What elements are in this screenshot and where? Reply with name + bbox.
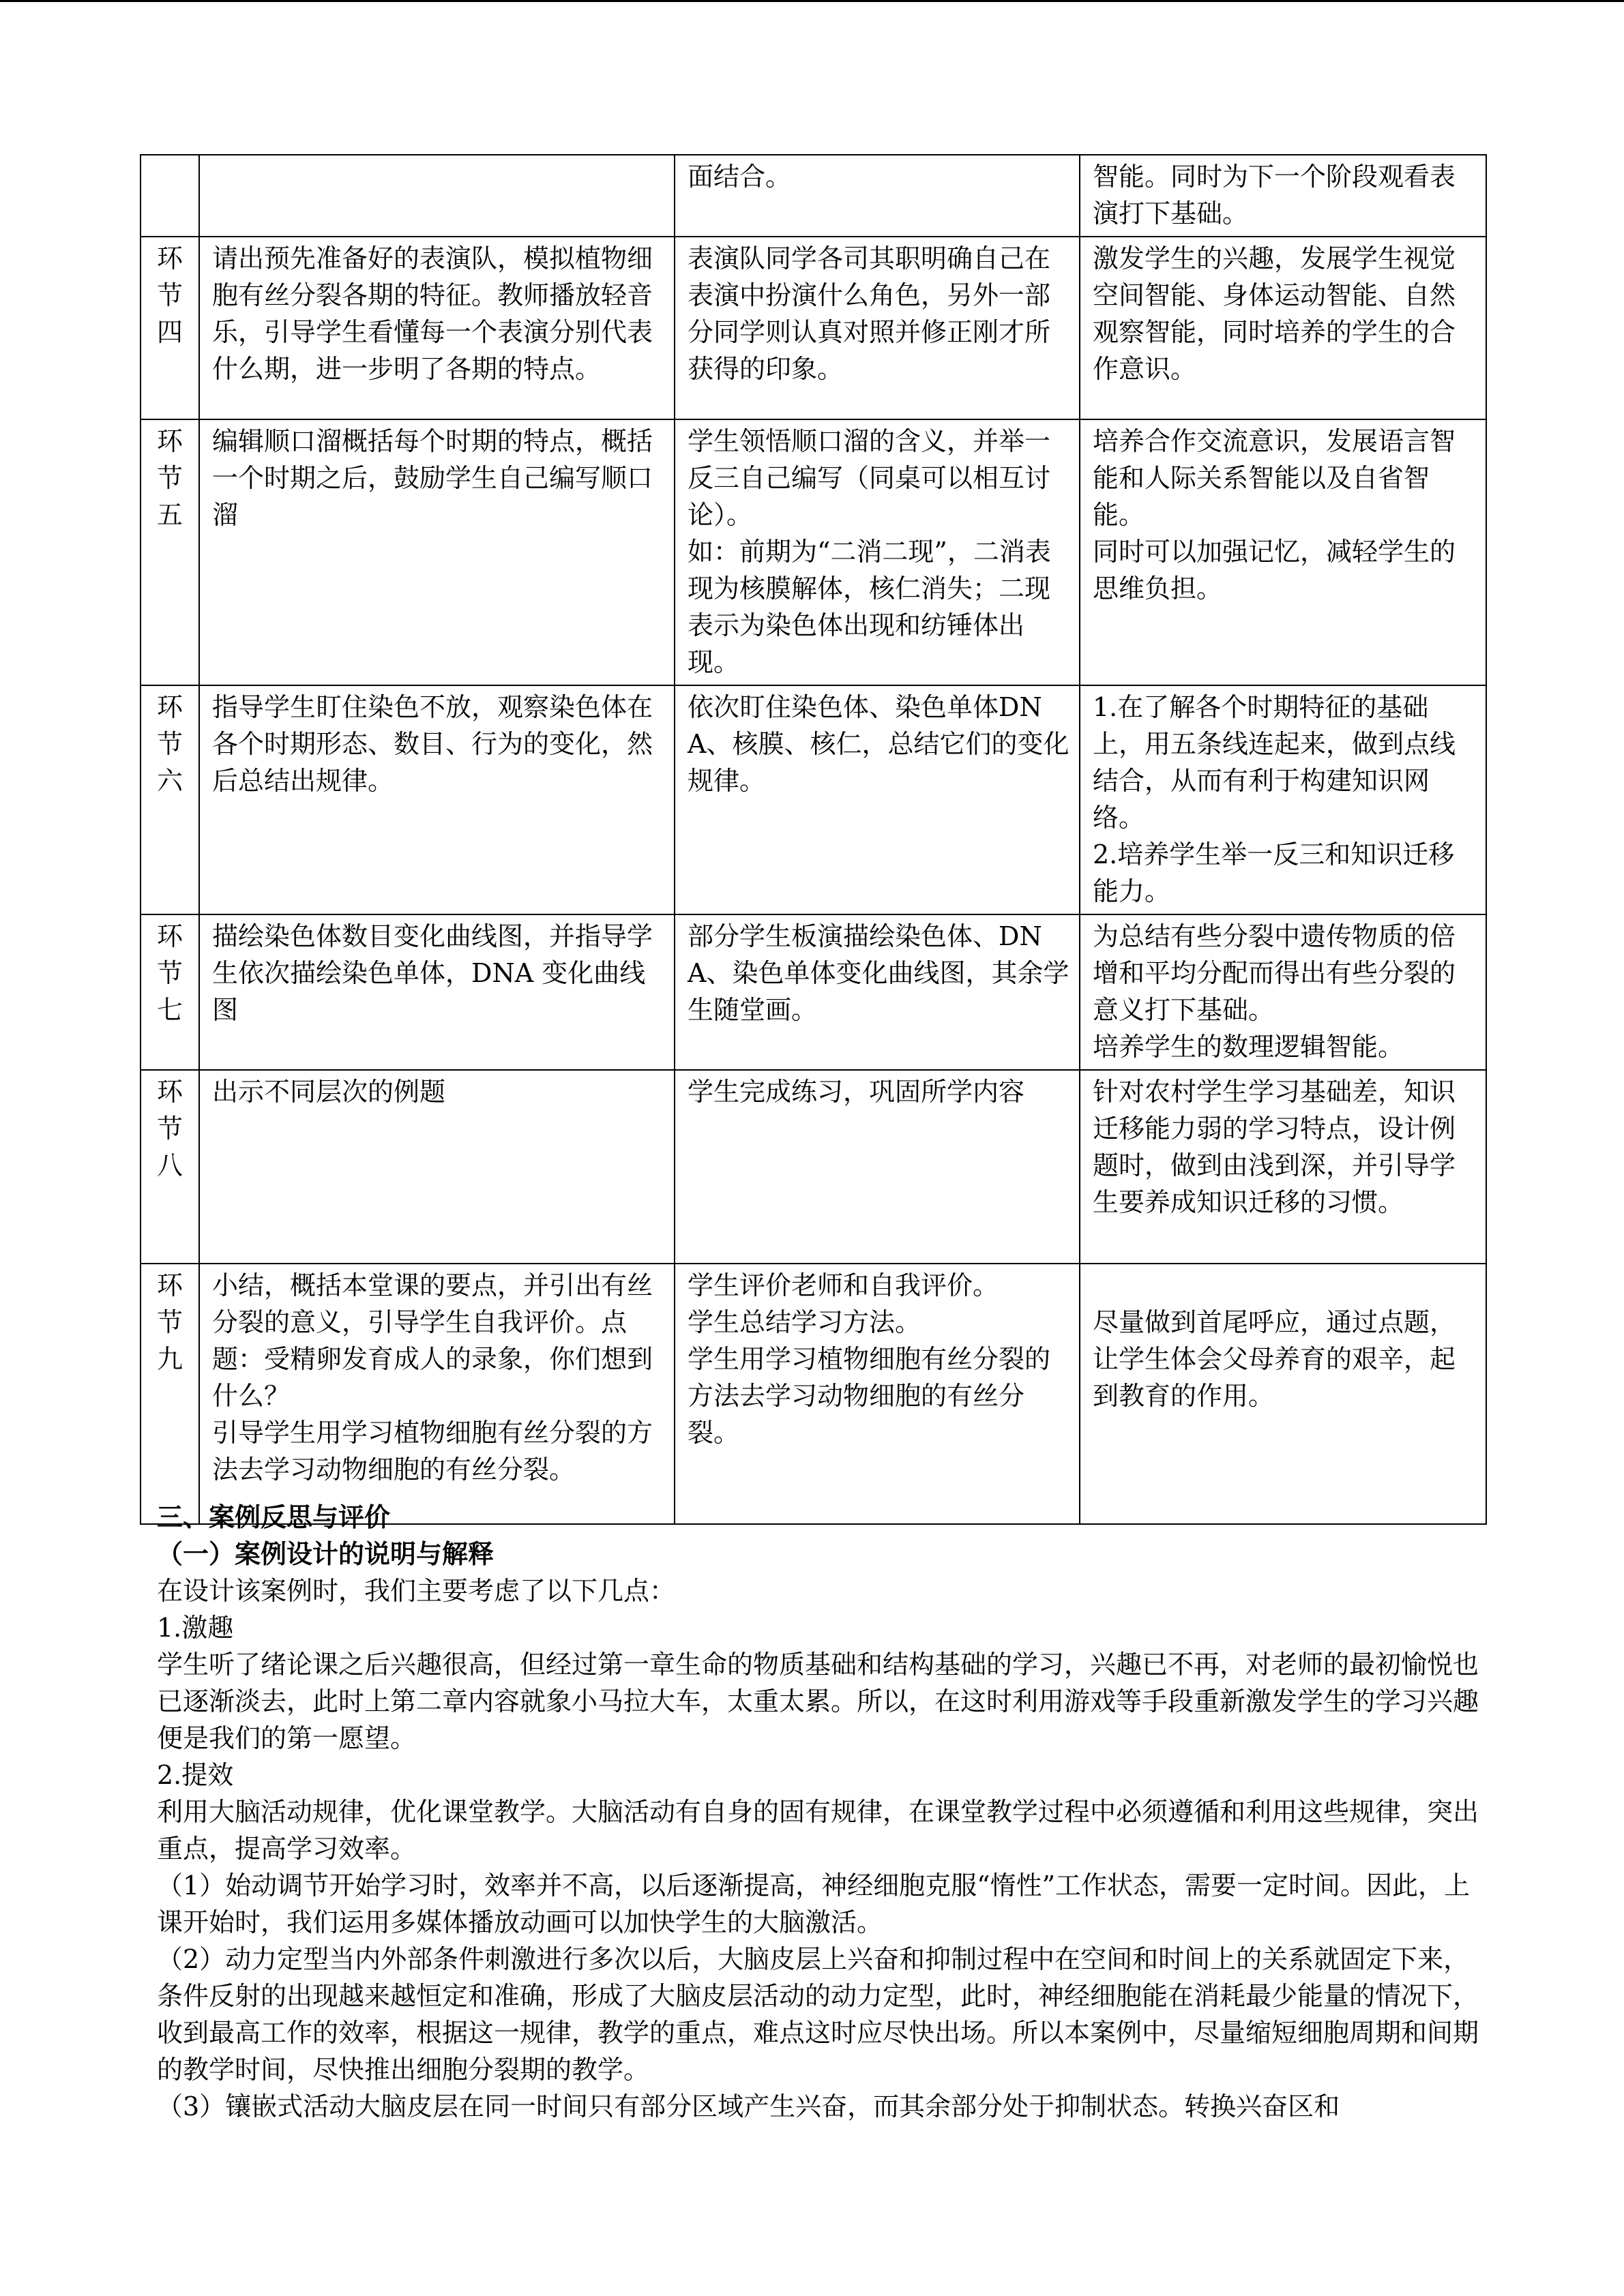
stage-char: 环 <box>156 426 183 456</box>
table-row <box>141 237 1486 419</box>
stage-char: 环 <box>156 1077 183 1107</box>
cell-text: 部分学生板演描绘染色体、DNA、染色单体变化曲线图，其余学生随堂画。 <box>688 921 1069 1025</box>
cell-text: 学生用学习植物细胞有丝分裂的方法去学习动物细胞的有丝分裂。 <box>688 1344 1051 1448</box>
cell-text: 小结，概括本堂课的要点，并引出有丝分裂的意义，引导学生自我评价。点题：受精卵发育成人的录象，你们想到什么？ <box>212 1270 653 1411</box>
lesson-table <box>140 154 1487 1525</box>
cell-text: 指导学生盯住染色不放，观察染色体在各个时期形态、数目、行为的变化，然后总结出规律。 <box>212 692 653 796</box>
cell-text: 出示不同层次的例题 <box>212 1077 446 1107</box>
item2-title: 2.提效 <box>157 1760 234 1790</box>
stage-char: 六 <box>156 766 183 796</box>
teacher-activity-cell <box>199 914 675 1070</box>
cell-text: 激发学生的兴趣，发展学生视觉空间智能、身体运动智能、自然观察智能，同时培养的学生的合作意识。 <box>1093 243 1456 384</box>
stage-char: 环 <box>156 692 183 722</box>
cell-text: 面结合。 <box>688 162 792 192</box>
cell-text: 学生评价老师和自我评价。 <box>688 1270 999 1300</box>
cell-text: 1.在了解各个时期特征的基础上，用五条线连起来，做到点线结合，从而有利于构建知识网络。 <box>1093 692 1456 833</box>
student-activity-cell <box>675 155 1080 237</box>
design-purpose-cell <box>1080 155 1486 237</box>
design-purpose-cell <box>1080 1070 1486 1264</box>
stage-char: 节 <box>156 729 183 759</box>
lesson-table-body <box>141 155 1486 1524</box>
student-activity-cell <box>675 237 1080 419</box>
item1-title: 1.激趣 <box>157 1613 234 1643</box>
cell-text: 如：前期为“二消二现”，二消表现为核膜解体，核仁消失；二现表示为染色体出现和纺锤体出现。 <box>688 537 1051 677</box>
cell-text: 学生总结学习方法。 <box>688 1307 921 1337</box>
design-purpose-cell <box>1080 419 1486 685</box>
teacher-activity-cell <box>199 1264 675 1524</box>
teacher-activity-cell <box>199 237 675 419</box>
cell-text: 同时可以加强记忆，减轻学生的思维负担。 <box>1093 537 1456 603</box>
student-activity-cell <box>675 914 1080 1070</box>
stage-cell <box>141 237 199 419</box>
item2-body: 利用大脑活动规律，优化课堂教学。大脑活动有自身的固有规律，在课堂教学过程中必须遵循和利用这些规律，突出重点，提高学习效率。 <box>157 1797 1479 1864</box>
point-2-paragraph: （2）动力定型当内外部条件刺激进行多次以后，大脑皮层上兴奋和抑制过程中在空间和时间上的关系就固定下来，条件反射的出现越来越恒定和准确，形成了大脑皮层活动的动力定型，此时，神经细胞能在消耗最少能量的情况下，收到最高工作的效率，根据这一规律，教学的重点，难点这时应尽快出场。所以本案例中，尽量缩短细胞周期和间期的教学时间，尽快推出细胞分裂期的教学。 <box>157 1944 1479 2085</box>
stage-char: 四 <box>156 317 183 347</box>
point-1-paragraph: （1）始动调节开始学习时，效率并不高，以后逐渐提高，神经细胞克服“惰性”工作状态，需要一定时间。因此，上课开始时，我们运用多媒体播放动画可以加快学生的大脑激活。 <box>157 1870 1471 1937</box>
stage-char: 环 <box>156 1270 183 1300</box>
student-activity-cell <box>675 1264 1080 1524</box>
stage-cell <box>141 685 199 914</box>
stage-char: 九 <box>156 1344 183 1374</box>
cell-text: 为总结有些分裂中遗传物质的倍增和平均分配而得出有些分裂的意义打下基础。 <box>1093 921 1456 1025</box>
table-row <box>141 914 1486 1070</box>
cell-text: 针对农村学生学习基础差，知识迁移能力弱的学习特点，设计例题时，做到由浅到深，并引导学生要养成知识迁移的习惯。 <box>1093 1077 1456 1217</box>
stage-char: 节 <box>156 1307 183 1337</box>
point-3-paragraph: （3）镶嵌式活动大脑皮层在同一时间只有部分区域产生兴奋，而其余部分处于抑制状态。转换兴奋区和 <box>157 2091 1340 2121</box>
cell-text: 编辑顺口溜概括每个时期的特点，概括一个时期之后，鼓励学生自己编写顺口溜 <box>212 426 653 530</box>
stage-char: 节 <box>156 463 183 493</box>
design-purpose-cell <box>1080 1264 1486 1524</box>
cell-text: 尽量做到首尾呼应，通过点题，让学生体会父母养育的艰辛，起到教育的作用。 <box>1093 1307 1456 1411</box>
cell-text: 描绘染色体数目变化曲线图，并指导学生依次描绘染色单体，DNA 变化曲线图 <box>212 921 653 1025</box>
cell-text: 引导学生用学习植物细胞有丝分裂的方法去学习动物细胞的有丝分裂。 <box>212 1418 653 1485</box>
teacher-activity-cell <box>199 419 675 685</box>
design-purpose-cell <box>1080 685 1486 914</box>
cell-text: 依次盯住染色体、染色单体DNA、核膜、核仁，总结它们的变化规律。 <box>688 692 1069 796</box>
stage-char: 五 <box>156 500 183 530</box>
table-row <box>141 685 1486 914</box>
student-activity-cell <box>675 1070 1080 1264</box>
section-heading: 三、案例反思与评价 <box>157 1502 391 1532</box>
stage-cell <box>141 155 199 237</box>
stage-char: 八 <box>156 1150 183 1180</box>
stage-char: 节 <box>156 1114 183 1144</box>
stage-char: 七 <box>156 995 183 1025</box>
cell-text: 表演队同学各司其职明确自己在表演中扮演什么角色，另外一部分同学则认真对照并修正刚才所获得的印象。 <box>688 243 1051 384</box>
cell-text: 2.培养学生举一反三和知识迁移能力。 <box>1093 839 1455 906</box>
student-activity-cell <box>675 419 1080 685</box>
table-row <box>141 155 1486 237</box>
stage-char: 节 <box>156 280 183 310</box>
teacher-activity-cell <box>199 685 675 914</box>
table-row <box>141 419 1486 685</box>
cell-text: 学生领悟顺口溜的含义，并举一反三自己编写（同桌可以相互讨论）。 <box>688 426 1051 530</box>
stage-cell <box>141 1070 199 1264</box>
stage-cell <box>141 419 199 685</box>
design-purpose-cell <box>1080 237 1486 419</box>
table-row <box>141 1264 1486 1524</box>
table-row <box>141 1070 1486 1264</box>
stage-cell <box>141 1264 199 1524</box>
intro-paragraph: 在设计该案例时，我们主要考虑了以下几点： <box>157 1576 676 1606</box>
cell-text: 学生完成练习，巩固所学内容 <box>688 1077 1025 1107</box>
stage-char: 节 <box>156 958 183 988</box>
cell-text: 培养合作交流意识，发展语言智能和人际关系智能以及自省智能。 <box>1093 426 1456 530</box>
cell-text: 培养学生的数理逻辑智能。 <box>1093 1032 1404 1062</box>
stage-char: 环 <box>156 921 183 951</box>
student-activity-cell <box>675 685 1080 914</box>
teacher-activity-cell <box>199 1070 675 1264</box>
design-purpose-cell <box>1080 914 1486 1070</box>
stage-char: 环 <box>156 243 183 273</box>
cell-text: 智能。同时为下一个阶段观看表演打下基础。 <box>1093 162 1456 228</box>
teacher-activity-cell <box>199 155 675 237</box>
subsection-heading: （一）案例设计的说明与解释 <box>157 1538 494 1569</box>
item1-body: 学生听了绪论课之后兴趣很高，但经过第一章生命的物质基础和结构基础的学习，兴趣已不再，对老师的最初愉悦也已逐渐淡去，此时上第二章内容就象小马拉大车，太重太累。所以，在这时利用游戏等手段重新激发学生的学习兴趣便是我们的第一愿望。 <box>157 1650 1479 1753</box>
cell-text: 请出预先准备好的表演队，模拟植物细胞有丝分裂各期的特征。教师播放轻音乐，引导学生看懂每一个表演分别代表什么期，进一步明了各期的特点。 <box>212 243 653 384</box>
stage-cell <box>141 914 199 1070</box>
reflection-section <box>157 1499 1480 2125</box>
